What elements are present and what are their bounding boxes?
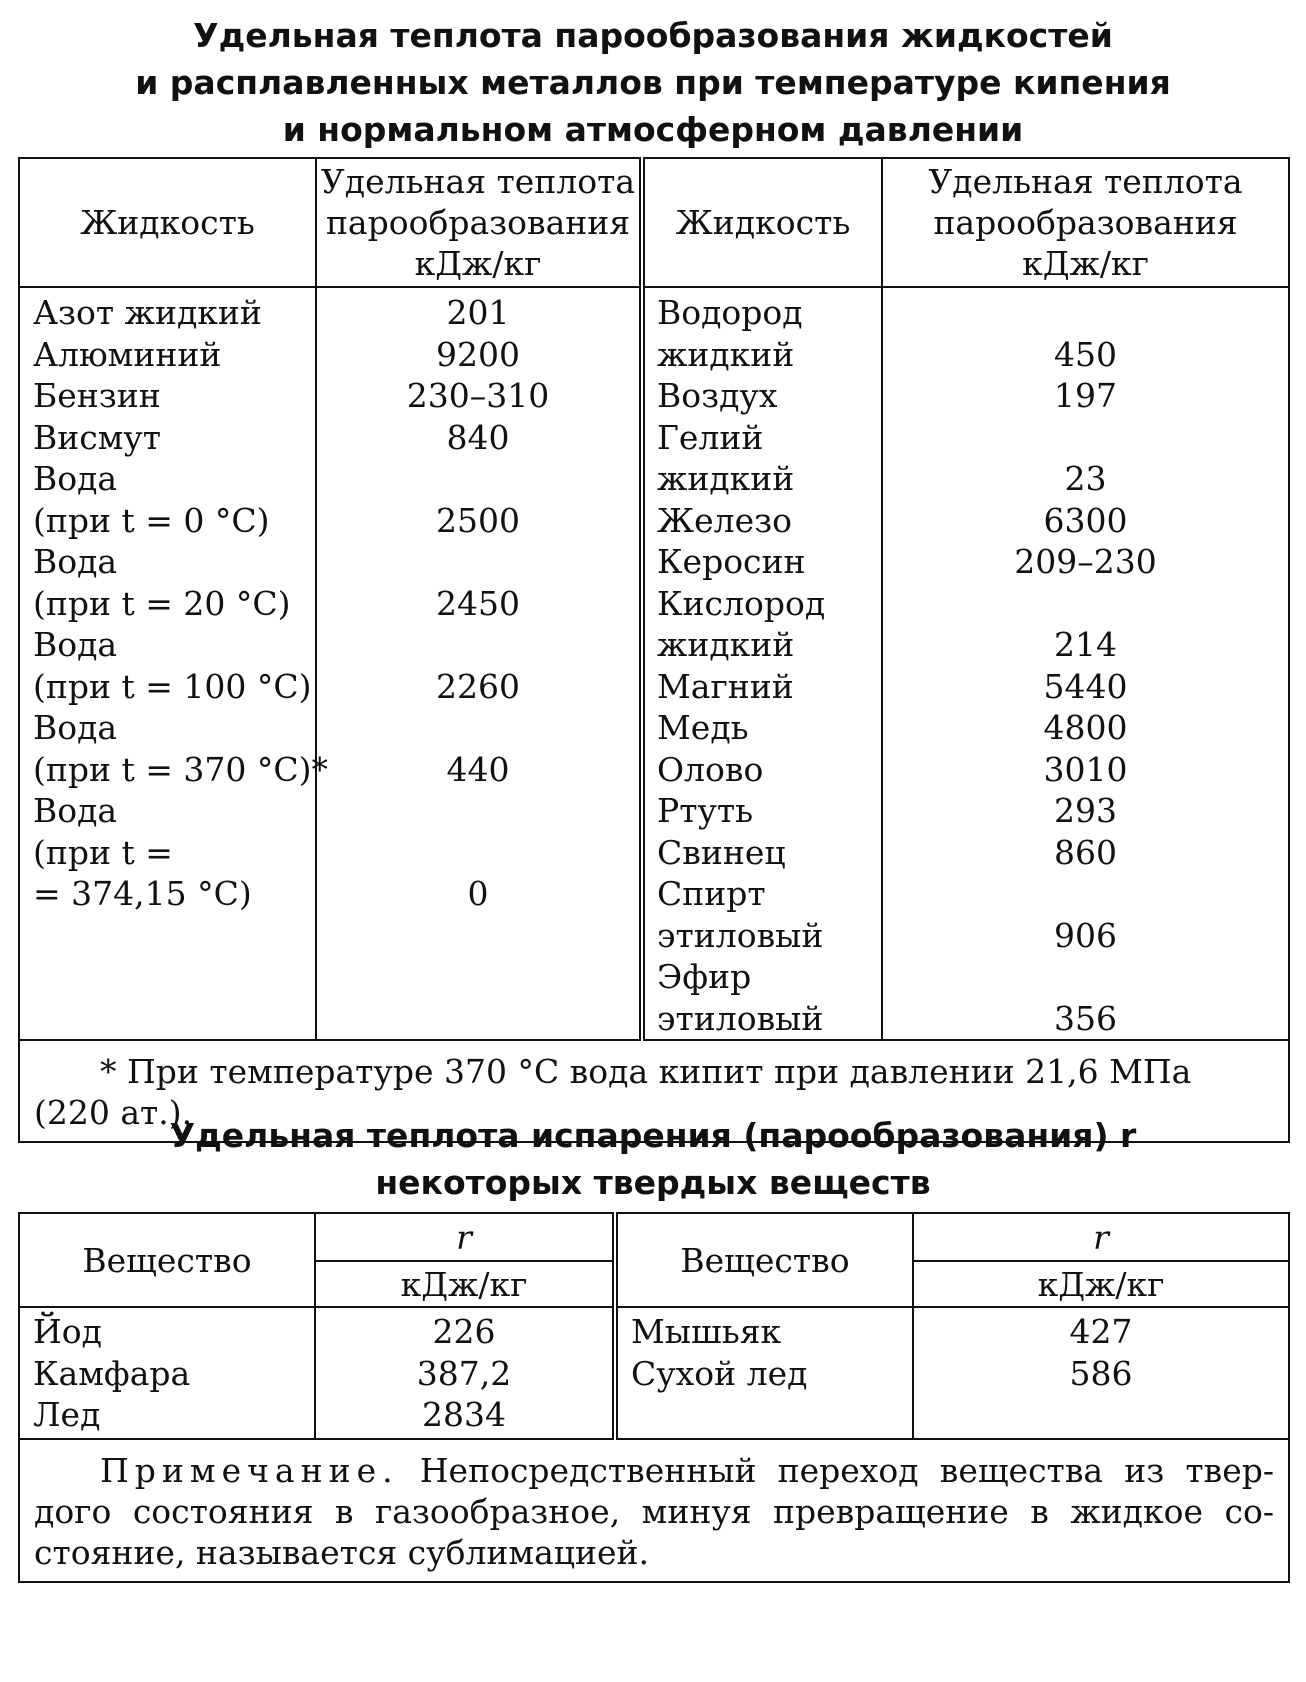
value <box>317 541 639 583</box>
value <box>317 624 639 666</box>
value: 3010 <box>1043 749 1128 789</box>
value: 860 <box>1054 832 1117 872</box>
header-liquid-right: Жидкость <box>642 158 882 287</box>
table2-body-row <box>19 1307 1289 1439</box>
value <box>317 458 639 500</box>
value: 214 <box>1054 625 1117 664</box>
left-names-cell <box>19 287 328 1040</box>
right-names-cell <box>642 287 882 1040</box>
list-item: (при t = <box>33 832 173 872</box>
list-item: этиловый <box>657 998 824 1038</box>
list-item: Магний <box>657 666 794 706</box>
list-item: Азот жидкий <box>33 293 262 332</box>
list-item: Медь <box>657 708 749 747</box>
value: 440 <box>446 749 510 789</box>
list-item: Вода <box>33 459 118 498</box>
table1-title <box>18 12 1288 153</box>
value: 906 <box>1054 915 1117 955</box>
value: 586 <box>1069 1353 1133 1393</box>
list-item: Спирт <box>657 874 766 913</box>
value: 450 <box>1054 334 1117 374</box>
header-unit-right: кДж/кг <box>913 1261 1289 1307</box>
note-label: Примечание. <box>100 1451 399 1490</box>
note-line: стояние, называется сублимацией. <box>34 1533 649 1572</box>
table2-title <box>18 1112 1288 1206</box>
vaporization-liquids-table <box>18 157 1290 1143</box>
value: 9200 <box>436 334 520 374</box>
list-item: этиловый <box>657 915 824 955</box>
table2-note-row <box>19 1439 1289 1582</box>
list-item: (при t = 370 °C)* <box>33 749 328 789</box>
value <box>883 417 1288 459</box>
table2-header-row <box>19 1213 1289 1261</box>
value: 201 <box>446 293 510 332</box>
solids-left-names <box>19 1307 315 1439</box>
value: 209–230 <box>1014 542 1157 581</box>
value: 230–310 <box>406 376 550 415</box>
header-heat: Удельная теплота парообразования кДж/кг <box>316 158 642 287</box>
value: 197 <box>1054 376 1117 415</box>
note-line: дого состояния в газообразное, минуя превращение в жидкое со- <box>34 1492 1274 1531</box>
value <box>883 956 1288 998</box>
list-item: Вода <box>33 791 118 830</box>
value: 0 <box>467 874 489 913</box>
value: 293 <box>1054 791 1117 830</box>
solids-left-values <box>315 1307 615 1439</box>
list-item: (при t = 0 °C) <box>33 500 270 540</box>
list-item: Ртуть <box>657 791 754 830</box>
list-item: Сухой лед <box>631 1353 808 1393</box>
sublimation-solids-table <box>18 1212 1290 1583</box>
list-item: Алюминий <box>33 334 222 374</box>
value <box>883 583 1288 625</box>
list-item: жидкий <box>657 625 795 664</box>
value <box>317 832 639 874</box>
list-item: (при t = 20 °C) <box>33 583 291 623</box>
value: 2500 <box>436 500 520 540</box>
list-item: жидкий <box>657 459 795 498</box>
list-item: Йод <box>33 1312 102 1351</box>
list-item: Воздух <box>657 376 778 415</box>
list-item: Вода <box>33 625 118 664</box>
list-item: Вода <box>33 542 118 581</box>
list-item: Железо <box>657 500 792 540</box>
note <box>19 1439 1289 1582</box>
table1-title-line: и расплавленных металлов при температуре кипения <box>135 63 1171 102</box>
note-text: Непосредственный переход вещества из твер- <box>419 1451 1274 1490</box>
list-item: Камфара <box>33 1353 191 1393</box>
list-item: Лед <box>33 1395 101 1434</box>
list-item: Бензин <box>33 376 161 415</box>
header-liquid: Жидкость <box>19 158 316 287</box>
value <box>883 292 1288 334</box>
note-line <box>34 1450 1274 1491</box>
list-item: (при t = 100 °C) <box>33 666 312 706</box>
list-item: Керосин <box>657 542 806 581</box>
right-values-cell <box>882 287 1289 1040</box>
header-unit: кДж/кг <box>315 1261 615 1307</box>
value: 356 <box>1054 998 1117 1038</box>
list-item: жидкий <box>657 334 795 374</box>
value: 2834 <box>422 1395 506 1434</box>
header-r-symbol-right: r <box>913 1213 1289 1261</box>
table1-title-line: Удельная теплота парообразования жидкостей <box>193 16 1113 55</box>
list-item: Висмут <box>33 417 162 457</box>
value: 840 <box>446 417 510 457</box>
left-values-cell <box>316 287 642 1040</box>
footnote-line: (220 ат.). <box>34 1093 193 1132</box>
value: 4800 <box>1043 708 1128 747</box>
value <box>883 873 1288 915</box>
value: 2450 <box>436 583 520 623</box>
list-item: Эфир <box>657 957 752 996</box>
list-item: Кислород <box>657 583 826 623</box>
table-header-row <box>19 158 1289 287</box>
value: 5440 <box>1043 666 1128 706</box>
header-r-symbol: r <box>315 1213 615 1261</box>
list-item: Вода <box>33 708 118 747</box>
value: 23 <box>1064 459 1107 498</box>
value: 2260 <box>436 666 520 706</box>
list-item: Гелий <box>657 417 764 457</box>
table-body-row <box>19 287 1289 1040</box>
value: 6300 <box>1043 500 1128 540</box>
table2-title-line: Удельная теплота испарения (парообразования) r <box>169 1116 1137 1155</box>
value <box>317 707 639 749</box>
table2-title-line: некоторых твердых веществ <box>375 1163 931 1202</box>
list-item: Мышьяк <box>631 1312 782 1351</box>
header-substance: Вещество <box>19 1213 315 1307</box>
solids-right-names <box>615 1307 913 1439</box>
header-substance-right: Вещество <box>615 1213 913 1307</box>
value: 427 <box>1069 1312 1133 1351</box>
value <box>317 790 639 832</box>
list-item: Свинец <box>657 832 786 872</box>
value: 226 <box>432 1312 496 1351</box>
footnote-line: * При температуре 370 °C вода кипит при давлении 21,6 МПа <box>100 1052 1192 1091</box>
list-item: Водород <box>657 293 803 332</box>
value: 387,2 <box>416 1353 512 1393</box>
table1-title-line: и нормальном атмосферном давлении <box>282 110 1024 149</box>
header-heat-right: Удельная теплота парообразования кДж/кг <box>882 158 1289 287</box>
list-item: = 374,15 °C) <box>33 874 252 913</box>
solids-right-values <box>913 1307 1289 1439</box>
list-item: Олово <box>657 749 764 789</box>
